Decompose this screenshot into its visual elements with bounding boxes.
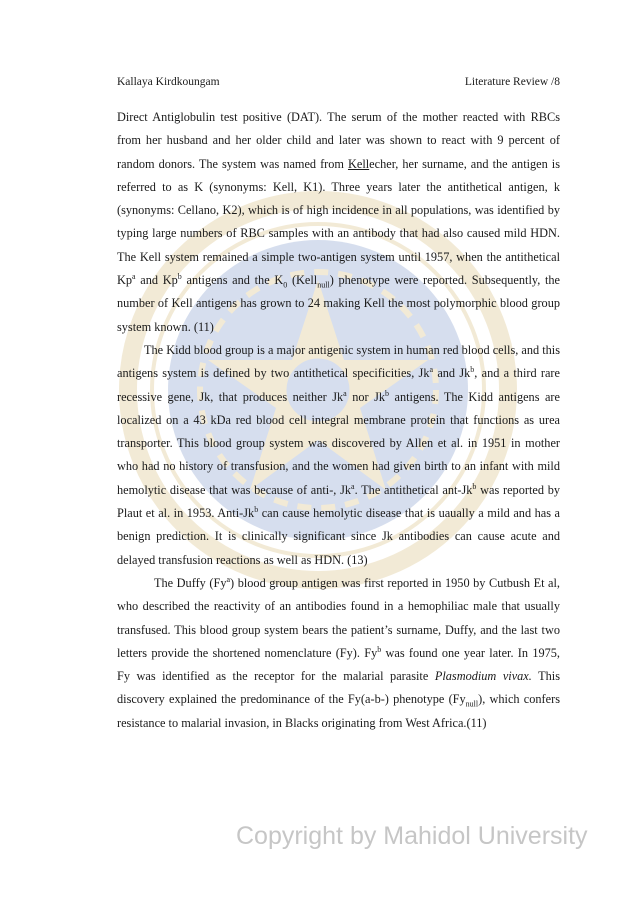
paragraph-duffy: The Duffy (Fy$^a$) blood group antigen was first reported in 1950 by Cutbush Et al, who described the reactivity of an antibodies found in a hemophiliac male that usually transfused. This blood group system bears the patient’s surname, Duffy, and the last two letters provide the shortened nomenclature (Fy). Fy$^b$ was found one year later. In 1975, Fy was identified as the receptor for the malarial parasite Plasmodium vivax. This discovery explained the predominance of the Fy(a-b-) phenotype $(Fy_{null})$, which confers resistance to malarial invasion, in Blacks originating from West Africa.(11) bbox=[117, 574, 561, 730]
paragraph-kell: Direct Antiglobulin test positive (DAT). The serum of the mother reacted with RBCs from her husband and her older child and later was shown to react with 9 percent of random donors. The system was named from Kellecher, her surname, and the antigen is referred to as K (synonyms: Kell, K1). Three years later the antithetical antigen, k (synonyms: Cellano, K2), which is of high incidence in all populations, was identified by typing large numbers of RBC samples with an antibody that had also caused mild HDN. The Kell system remained a simple two-antigen system until 1957, when the antithetical Kp$^a$ and Kp$^b$ antigens and the $K_0$ (Kell$_{null}$) phenotype were reported. Subsequently, the number of Kell antigens has grown to 24 making Kell the most polymorphic blood group system known. (11) bbox=[117, 110, 561, 334]
paragraph-kidd: The Kidd blood group is a major antigenic system in human red blood cells, and this antigens system is defined by two antithetical specificities, Jk$^a$ and Jk$^b$, and a third rare recessive gene, Jk, that produces neither Jk$^a$ nor Jk$^b$ antigens. The Kidd antigens are localized on a 43 kDa red blood cell integral membrane protein that functions as urea transporter. This blood group system was discovered by Allen et al. in 1951 in mother who had no history of transfusion, and the women had given birth to an infant with mild hemolytic disease that was because of anti-, Jk$^a$. The antithetical ant-Jk$^b$ was reported by Plaut et al. in 1953. Anti-Jk$^b$ can cause hemolytic disease that is uaually a mild and has a benign prediction. It is clinically significant since Jk antibodies can cause acute and delayed transfusion reactions as well as HDN. (13) bbox=[117, 342, 560, 567]
copyright-watermark: Copyright by Mahidol University bbox=[236, 822, 588, 850]
document-body bbox=[117, 106, 560, 735]
running-header bbox=[117, 76, 560, 88]
header-author: Kallaya Kirdkoungam bbox=[117, 76, 220, 88]
header-section: Literature Review /8 bbox=[464, 76, 560, 88]
